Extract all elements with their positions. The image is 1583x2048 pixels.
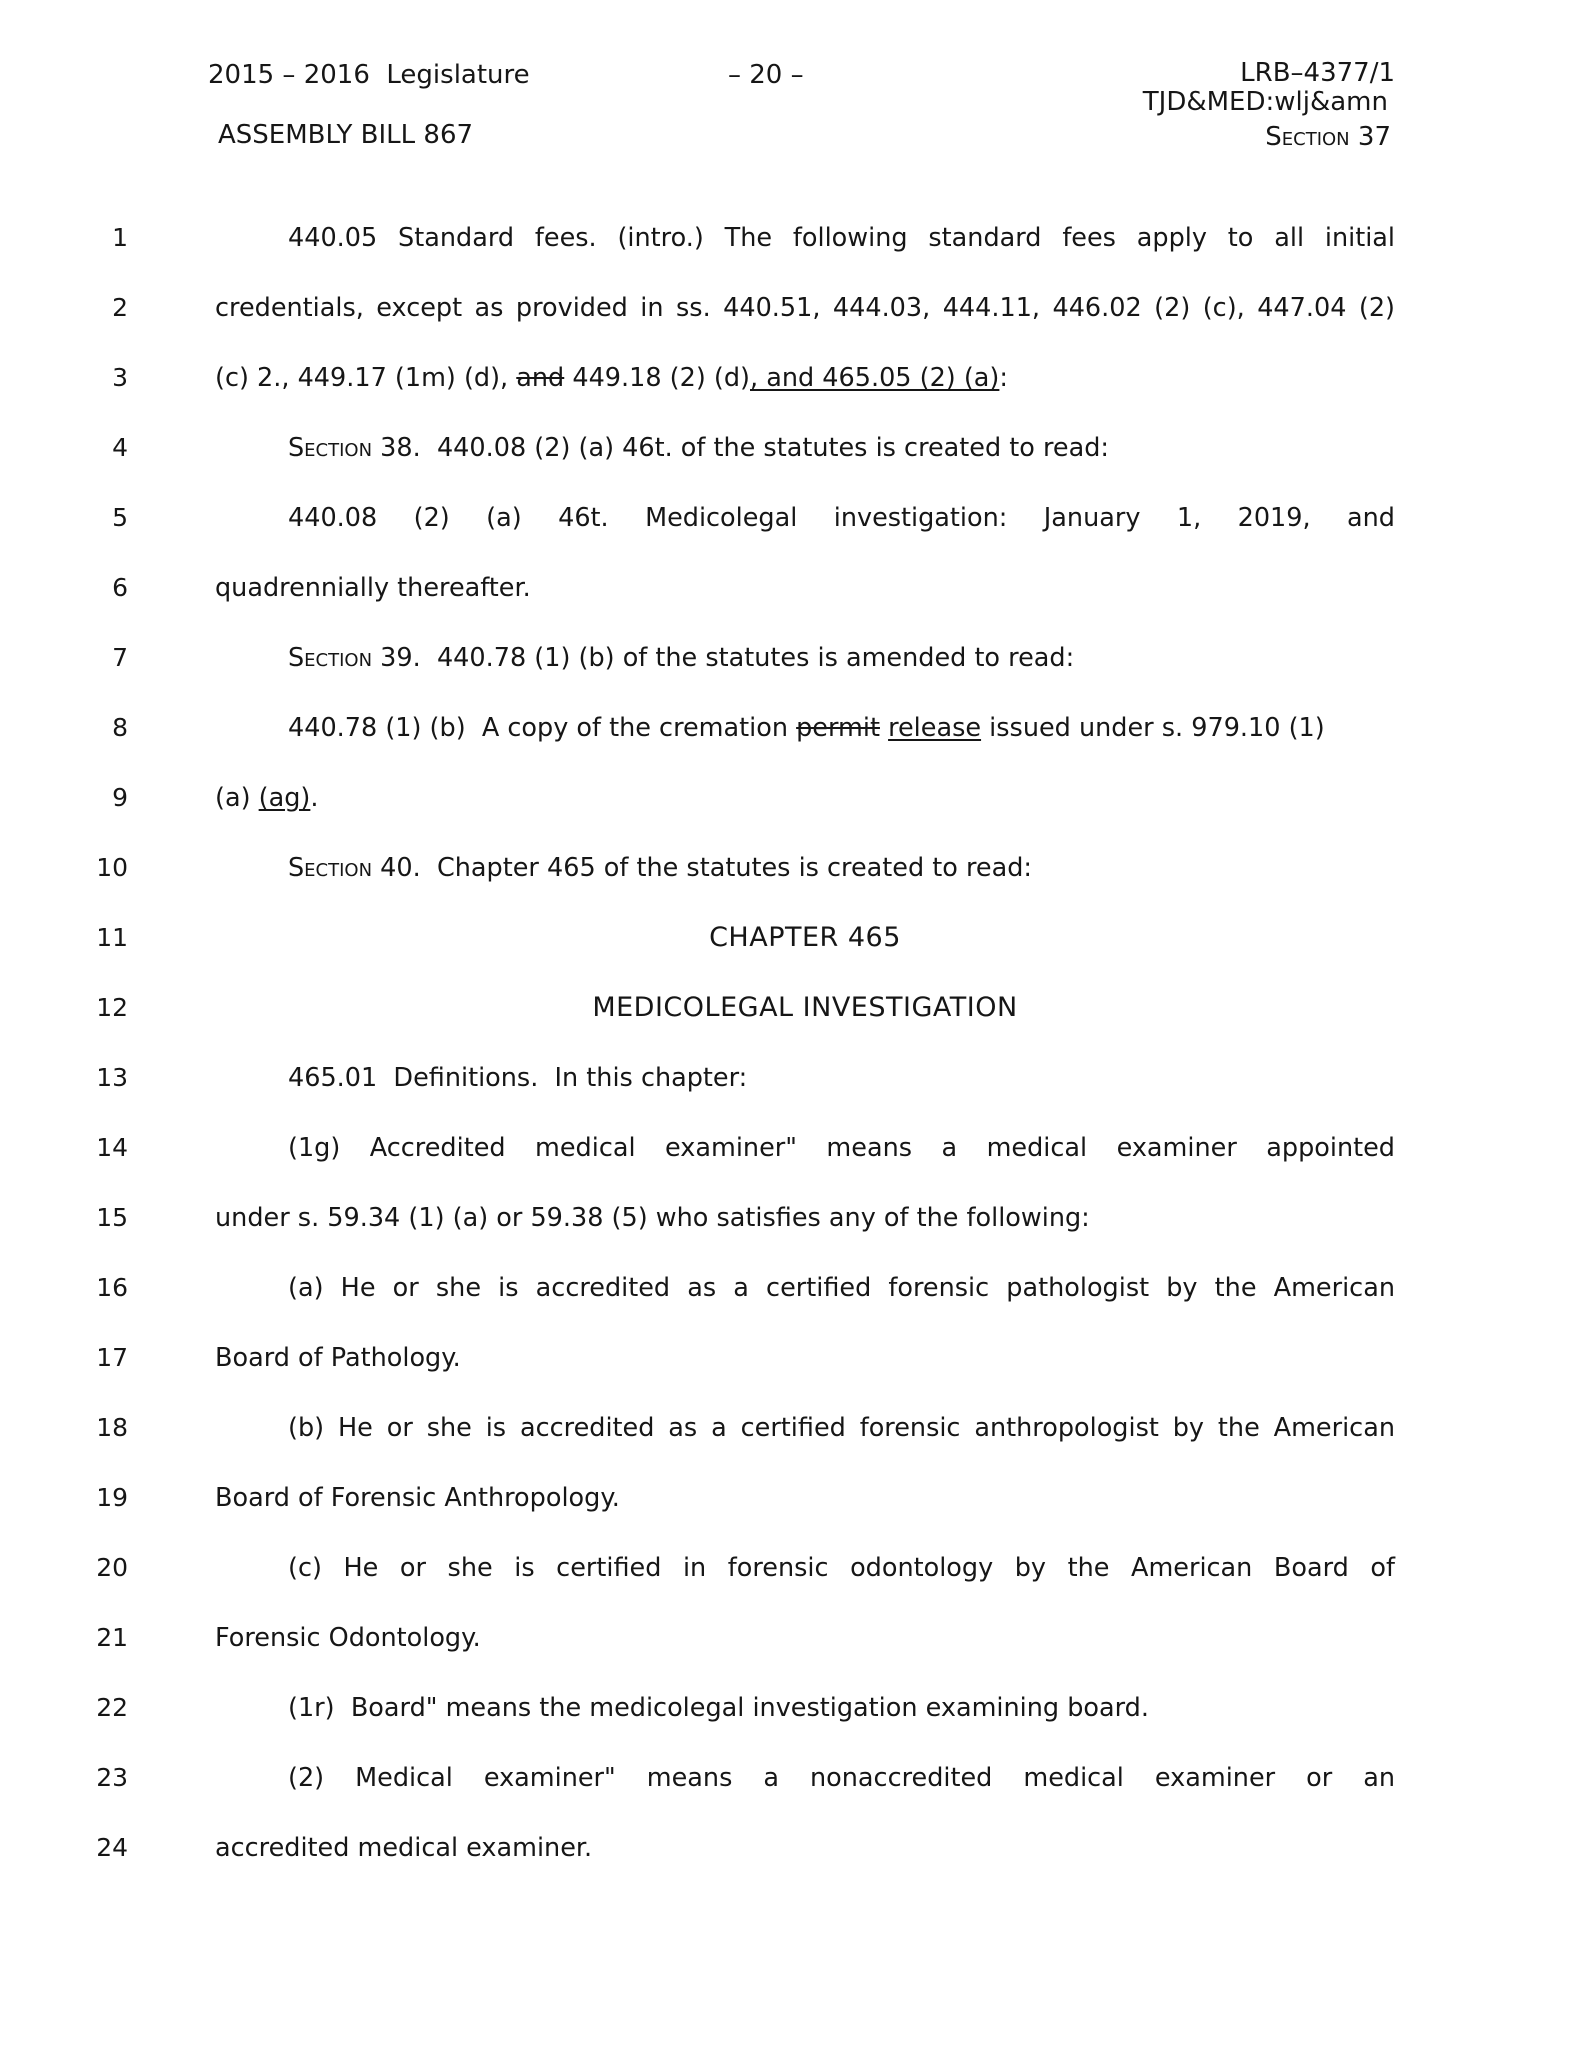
document-line bbox=[0, 223, 1583, 293]
document-line bbox=[0, 503, 1583, 573]
line-number: 2 bbox=[112, 293, 128, 322]
line-text bbox=[288, 1553, 1395, 1583]
line-number: 9 bbox=[112, 783, 128, 812]
document-line bbox=[0, 1763, 1583, 1833]
line-text bbox=[288, 853, 1395, 883]
document-line bbox=[0, 783, 1583, 853]
text-run: Board of Forensic Anthropology. bbox=[215, 1483, 620, 1513]
drafter-initials: TJD&MED:wlj&amn bbox=[1142, 87, 1388, 117]
document-line bbox=[0, 1483, 1583, 1553]
document-line bbox=[0, 1833, 1583, 1903]
line-number: 18 bbox=[96, 1413, 128, 1442]
line-text bbox=[215, 363, 1395, 393]
line-text bbox=[288, 1413, 1395, 1443]
text-run: 440.78 (1) (b) of the statutes is amended to read: bbox=[420, 643, 1075, 673]
line-number: 24 bbox=[96, 1833, 128, 1862]
chapter-heading bbox=[215, 923, 1395, 953]
section-heading: Section 40. bbox=[288, 853, 421, 883]
inserted-text: , and 465.05 (2) (a) bbox=[750, 363, 1000, 393]
line-text bbox=[215, 783, 1395, 813]
line-number: 14 bbox=[96, 1133, 128, 1162]
text-run: Forensic Odontology. bbox=[215, 1623, 481, 1653]
document-line bbox=[0, 643, 1583, 713]
line-number: 17 bbox=[96, 1343, 128, 1372]
line-text bbox=[288, 1693, 1395, 1723]
line-number: 4 bbox=[112, 433, 128, 462]
line-text bbox=[288, 713, 1395, 743]
line-number: 21 bbox=[96, 1623, 128, 1652]
document-line bbox=[0, 923, 1583, 993]
line-text bbox=[215, 1483, 1395, 1513]
line-number: 13 bbox=[96, 1063, 128, 1092]
text-run: 465.01 Definitions. In this chapter: bbox=[288, 1063, 748, 1093]
text-run: Chapter 465 of the statutes is created to read: bbox=[420, 853, 1032, 883]
line-number: 6 bbox=[112, 573, 128, 602]
legislature-session: 2015 – 2016 Legislature bbox=[208, 60, 530, 90]
line-text bbox=[288, 223, 1395, 253]
lrb-number: LRB–4377/1 bbox=[1240, 58, 1395, 88]
section-heading: Section 38. bbox=[288, 433, 421, 463]
text-run: 440.08 (2) (a) 46t. Medicolegal investigation: January 1, 2019, and bbox=[288, 503, 1395, 533]
line-text bbox=[215, 1833, 1395, 1863]
document-line bbox=[0, 433, 1583, 503]
section-label: Section 37 bbox=[1265, 122, 1391, 152]
text-run: 440.05 Standard fees. (intro.) The following standard fees apply to all initial bbox=[288, 223, 1395, 253]
document-line bbox=[0, 1623, 1583, 1693]
line-text bbox=[215, 1623, 1395, 1653]
text-run: under s. 59.34 (1) (a) or 59.38 (5) who satisfies any of the following: bbox=[215, 1203, 1090, 1233]
text-run: Board of Pathology. bbox=[215, 1343, 461, 1373]
line-number: 3 bbox=[112, 363, 128, 392]
line-number: 5 bbox=[112, 503, 128, 532]
text-run: 440.08 (2) (a) 46t. of the statutes is created to read: bbox=[420, 433, 1110, 463]
inserted-text: release bbox=[888, 713, 982, 743]
text-run: : bbox=[999, 363, 1008, 393]
line-number: 22 bbox=[96, 1693, 128, 1722]
line-number: 1 bbox=[112, 223, 128, 252]
text-run: CHAPTER 465 bbox=[709, 922, 901, 953]
inserted-text: (ag) bbox=[258, 783, 311, 813]
document-line bbox=[0, 1553, 1583, 1623]
document-line bbox=[0, 713, 1583, 783]
text-run: (b) He or she is accredited as a certified forensic anthropologist by the American bbox=[288, 1413, 1395, 1443]
text-run: (c) He or she is certified in forensic odontology by the American Board of bbox=[288, 1553, 1395, 1583]
text-run: quadrennially thereafter. bbox=[215, 573, 531, 603]
text-run: credentials, except as provided in ss. 440.51, 444.03, 444.11, 446.02 (2) (c), 447.04 (2) bbox=[215, 293, 1395, 323]
text-run bbox=[880, 713, 888, 743]
deleted-text: permit bbox=[796, 713, 880, 743]
line-number: 16 bbox=[96, 1273, 128, 1302]
document-line bbox=[0, 1343, 1583, 1413]
text-run: 449.18 (2) (d) bbox=[564, 363, 750, 393]
document-line bbox=[0, 363, 1583, 433]
text-run: . bbox=[310, 783, 319, 813]
text-run: (a) He or she is accredited as a certified forensic pathologist by the American bbox=[288, 1273, 1395, 1303]
text-run: (a) bbox=[215, 783, 259, 813]
document-line bbox=[0, 1063, 1583, 1133]
line-number: 8 bbox=[112, 713, 128, 742]
line-text bbox=[288, 433, 1395, 463]
line-number: 19 bbox=[96, 1483, 128, 1512]
document-line bbox=[0, 1133, 1583, 1203]
text-run: (1r) Board" means the medicolegal investigation examining board. bbox=[288, 1693, 1149, 1723]
text-run: MEDICOLEGAL INVESTIGATION bbox=[592, 992, 1018, 1023]
line-number: 7 bbox=[112, 643, 128, 672]
line-text bbox=[215, 1203, 1395, 1233]
text-run: 440.78 (1) (b) A copy of the cremation bbox=[288, 713, 797, 743]
line-text bbox=[215, 573, 1395, 603]
document-line bbox=[0, 853, 1583, 923]
line-number: 15 bbox=[96, 1203, 128, 1232]
line-number: 23 bbox=[96, 1763, 128, 1792]
line-number: 10 bbox=[96, 853, 128, 882]
text-run: issued under s. 979.10 (1) bbox=[981, 713, 1325, 743]
document-line bbox=[0, 1203, 1583, 1273]
line-number: 11 bbox=[96, 923, 128, 952]
page-number: – 20 – bbox=[728, 60, 804, 90]
line-text bbox=[288, 643, 1395, 673]
line-text bbox=[288, 1763, 1395, 1793]
bill-title: ASSEMBLY BILL 867 bbox=[218, 120, 474, 150]
line-number: 12 bbox=[96, 993, 128, 1022]
text-run: (1g) Accredited medical examiner" means a medical examiner appointed bbox=[288, 1133, 1395, 1163]
document-line bbox=[0, 573, 1583, 643]
line-text bbox=[288, 503, 1395, 533]
document-line bbox=[0, 1273, 1583, 1343]
document-line bbox=[0, 293, 1583, 363]
document-line bbox=[0, 1413, 1583, 1483]
document-line bbox=[0, 993, 1583, 1063]
line-number: 20 bbox=[96, 1553, 128, 1582]
line-text bbox=[215, 293, 1395, 323]
text-run: (2) Medical examiner" means a nonaccredited medical examiner or an bbox=[288, 1763, 1395, 1793]
document-line bbox=[0, 1693, 1583, 1763]
line-text bbox=[215, 1343, 1395, 1373]
section-heading: Section 39. bbox=[288, 643, 421, 673]
text-run: (c) 2., 449.17 (1m) (d), bbox=[215, 363, 517, 393]
deleted-text: and bbox=[516, 363, 565, 393]
line-text bbox=[288, 1273, 1395, 1303]
chapter-heading bbox=[215, 993, 1395, 1023]
line-text bbox=[288, 1133, 1395, 1163]
text-run: accredited medical examiner. bbox=[215, 1833, 593, 1863]
line-text bbox=[288, 1063, 1395, 1093]
